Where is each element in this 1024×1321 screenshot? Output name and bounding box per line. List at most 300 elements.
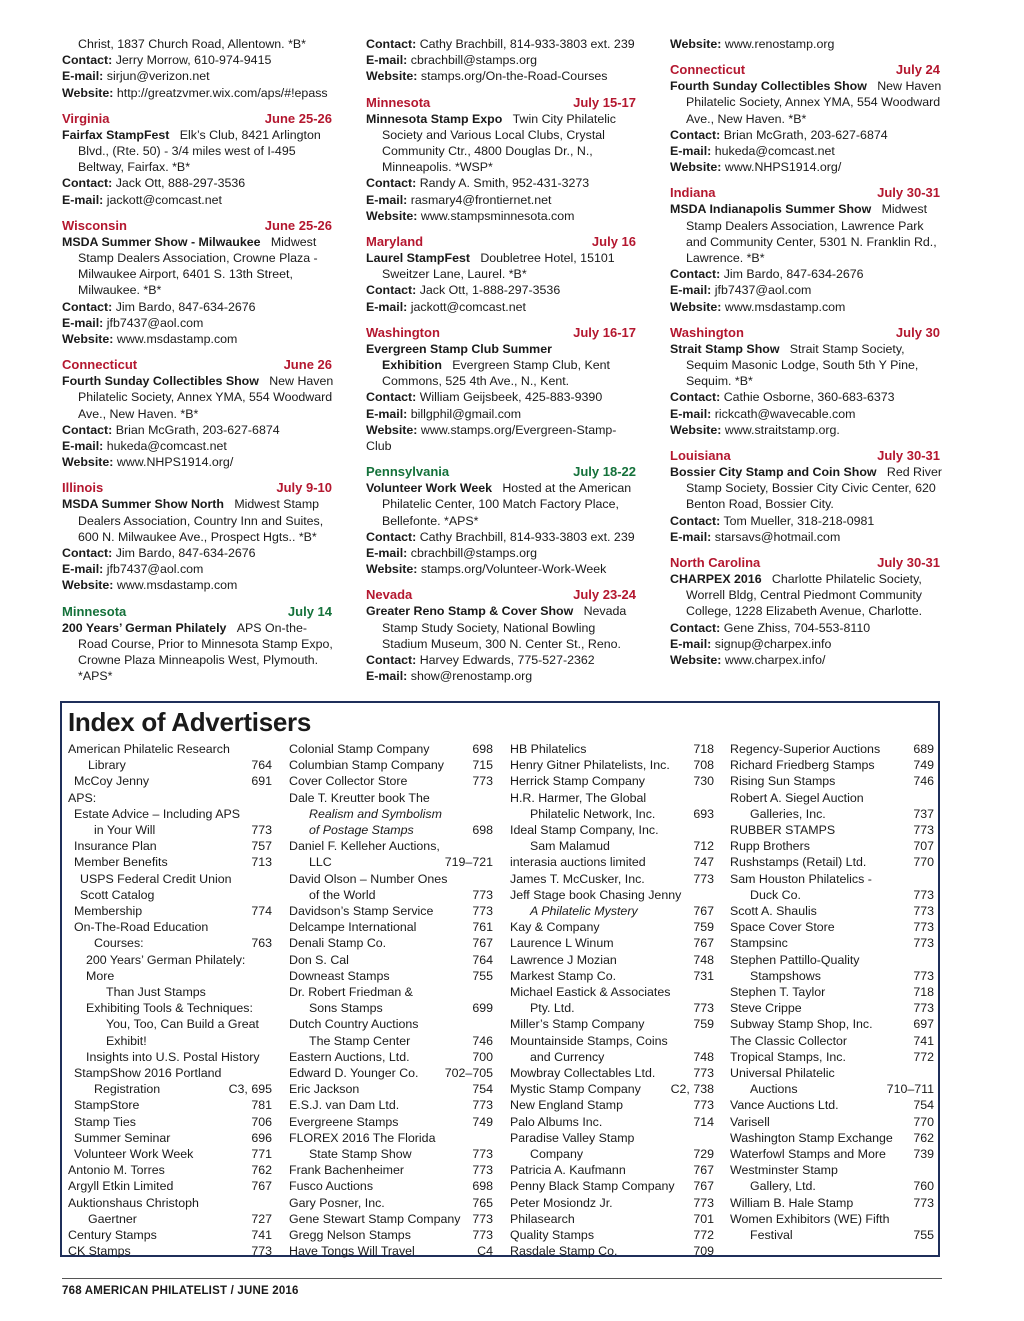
advertiser-name: Laurence L Winum <box>510 936 614 951</box>
advertiser-entry <box>510 1227 714 1243</box>
website-label: Website: <box>670 653 722 668</box>
advertiser-name: Dale T. Kreutter book The <box>289 790 430 805</box>
advertiser-entry <box>730 1211 934 1227</box>
advertiser-page: C3, 695 <box>228 1082 272 1097</box>
website-label: Website: <box>670 37 722 51</box>
advertiser-name: Mountainside Stamps, Coins <box>510 1033 668 1048</box>
advertiser-entry <box>510 952 714 968</box>
website-label: Website: <box>366 422 418 437</box>
show-listing <box>62 603 336 685</box>
advertiser-name: Steve Crippe <box>730 1001 802 1016</box>
email-label: E-mail: <box>366 53 408 68</box>
advertiser-page: 773 <box>913 920 934 935</box>
show-listing <box>670 324 944 438</box>
advertiser-entry <box>68 1114 272 1130</box>
listings-column-1 <box>62 36 336 694</box>
show-name: MSDA Summer Show - Milwaukee <box>62 234 261 249</box>
advertiser-entry <box>730 773 934 789</box>
advertiser-page: 710–711 <box>886 1082 934 1097</box>
email-label: E-mail: <box>670 406 712 421</box>
advertiser-page: 773 <box>693 871 714 886</box>
advertiser-entry <box>730 952 934 968</box>
website-value: www.renostamp.org <box>724 37 835 51</box>
advertiser-entry <box>510 903 714 919</box>
email-value: rickcath@wavecable.com <box>714 406 856 421</box>
advertiser-page: 698 <box>472 742 493 756</box>
show-name: Bossier City Stamp and Coin Show <box>670 465 877 480</box>
advertiser-entry <box>289 1227 493 1243</box>
listings-column-3 <box>670 36 944 677</box>
advertiser-name: APS: <box>68 790 97 805</box>
advertiser-entry <box>510 887 714 903</box>
advertiser-page: 759 <box>693 1017 714 1032</box>
website-label: Website: <box>366 208 418 223</box>
listing-header <box>366 233 640 250</box>
contact-value: Jack Ott, 1-888-297-3536 <box>419 283 561 298</box>
email-line <box>670 282 944 298</box>
listing-date: July 18-22 <box>573 464 636 480</box>
contact-value: William Geijsbeek, 425-883-9390 <box>419 390 603 405</box>
advertiser-page: 767 <box>472 936 493 951</box>
index-column-1 <box>68 741 272 1260</box>
advertiser-entry <box>289 1081 493 1097</box>
listing-date: July 23-24 <box>573 587 636 603</box>
listing-date: June 25-26 <box>264 217 332 233</box>
advertiser-entry <box>68 790 272 806</box>
advertiser-page: 773 <box>472 774 493 789</box>
advertiser-entry <box>510 1033 714 1049</box>
show-listing <box>62 110 336 208</box>
advertiser-page: 773 <box>472 1163 493 1178</box>
show-listing <box>62 36 336 101</box>
listing-description <box>62 127 336 176</box>
advertiser-name: American Philatelic Research <box>68 742 230 756</box>
advertiser-entry <box>68 838 272 854</box>
email-value: jackott@comcast.net <box>410 299 526 314</box>
show-venue: Midwest Stamp Dealers Association, Country Inn and Suites, 600 N. Milwaukee Ave., Prospect Hgts.. *B* <box>78 497 324 544</box>
advertiser-name: Insights into U.S. Postal History <box>86 1049 260 1064</box>
advertiser-page: 773 <box>472 887 493 902</box>
advertiser-page: 767 <box>693 936 714 951</box>
listing-header <box>670 184 944 201</box>
contact-line <box>670 620 944 636</box>
show-venue: Charlotte Philatelic Society, Worrell Bldg, Central Piedmont Community College, 1228 Elizabeth Avenue, Charlotte. <box>686 572 923 619</box>
contact-value: Cathie Osborne, 360-683-6373 <box>723 390 895 405</box>
advertiser-page: 719–721 <box>444 855 493 870</box>
advertiser-page: 696 <box>251 1130 272 1145</box>
show-venue: Elk’s Club, 8421 Arlington Blvd., (Rte. 50) - 3/4 miles west of I-495 Beltway, Fairfax. *B* <box>78 127 321 175</box>
email-value: rasmary4@frontiernet.net <box>410 192 552 207</box>
show-name: CHARPEX 2016 <box>670 572 762 587</box>
website-value: www.msdastamp.com <box>724 299 846 314</box>
website-line <box>670 36 944 52</box>
contact-line <box>670 513 944 529</box>
listing-state: Nevada <box>366 587 413 603</box>
advertiser-name: Company <box>530 1147 584 1162</box>
website-line <box>62 85 336 101</box>
advertiser-entry <box>68 1130 272 1146</box>
show-listing <box>366 463 640 577</box>
advertiser-page: 773 <box>251 823 272 838</box>
listing-state: Indiana <box>670 185 716 201</box>
advertiser-entry <box>510 1146 714 1162</box>
show-name: Fairfax StampFest <box>62 127 170 142</box>
advertiser-page: 701 <box>693 1211 714 1226</box>
listing-description <box>62 373 336 422</box>
email-line <box>670 636 944 652</box>
website-label: Website: <box>670 422 722 437</box>
advertiser-entry <box>68 822 272 838</box>
advertiser-name: Patricia A. Kaufmann <box>510 1163 626 1178</box>
email-line <box>366 192 640 208</box>
advertiser-name: Downeast Stamps <box>289 968 390 983</box>
website-label: Website: <box>670 160 722 175</box>
show-venue: Strait Stamp Society, Sequim Masonic Lodge, South 5th Y Pine, Sequim. *B* <box>686 341 919 389</box>
contact-label: Contact: <box>670 267 721 282</box>
advertiser-name: Sam Malamud <box>530 839 610 854</box>
show-venue: APS On-the-Road Course, Prior to Minnesota Stamp Expo, Crowne Plaza Minneapolis West, Plymouth. *APS* <box>78 620 333 684</box>
email-value: billgphil@gmail.com <box>410 406 522 421</box>
advertiser-name: Tropical Stamps, Inc. <box>730 1049 846 1064</box>
listing-date: July 30-31 <box>877 185 940 201</box>
website-line <box>366 208 640 224</box>
advertiser-page: 755 <box>913 1228 934 1243</box>
listing-date: July 30 <box>895 324 940 340</box>
email-line <box>366 545 640 561</box>
website-line <box>670 299 944 315</box>
advertiser-page: 754 <box>913 1098 934 1113</box>
contact-line <box>366 282 640 298</box>
show-listing <box>366 586 640 684</box>
advertiser-entry <box>510 773 714 789</box>
index-column-4 <box>730 741 934 1243</box>
email-value: hukeda@comcast.net <box>106 439 227 454</box>
website-value: www.msdastamp.com <box>116 578 238 593</box>
advertiser-page: 737 <box>913 806 934 821</box>
advertiser-page: 746 <box>913 774 934 789</box>
advertiser-entry <box>510 822 714 838</box>
contact-value: Cathy Brachbill, 814-933-3803 ext. 239 <box>419 37 635 51</box>
advertiser-name: Evergreene Stamps <box>289 1114 399 1129</box>
advertiser-page: 718 <box>693 742 714 756</box>
advertiser-name: Membership <box>74 904 143 919</box>
advertiser-name: Jeff Stage book Chasing Jenny <box>510 887 682 902</box>
website-label: Website: <box>366 69 418 84</box>
advertiser-entry <box>730 1162 934 1178</box>
advertiser-page: 755 <box>472 968 493 983</box>
advertiser-name: FLOREX 2016 The Florida <box>289 1130 436 1145</box>
listing-header <box>62 217 336 234</box>
advertiser-name: State Stamp Show <box>309 1147 412 1162</box>
email-line <box>62 68 336 84</box>
advertiser-page: 706 <box>251 1114 272 1129</box>
advertiser-entry <box>730 1000 934 1016</box>
show-listing <box>62 217 336 347</box>
advertiser-name: Dutch Country Auctions <box>289 1017 419 1032</box>
advertiser-entry <box>510 935 714 951</box>
advertiser-page: 713 <box>251 855 272 870</box>
advertiser-name: Sons Stamps <box>309 1001 383 1016</box>
contact-value: Gene Zhiss, 704-553-8110 <box>723 620 871 635</box>
index-column-3 <box>510 741 714 1260</box>
contact-value: Tom Mueller, 318-218-0981 <box>723 513 875 528</box>
advertiser-name: Stamp Ties <box>74 1114 136 1129</box>
advertiser-name: Cover Collector Store <box>289 774 408 789</box>
show-name: Minnesota Stamp Expo <box>366 111 503 126</box>
advertiser-entry <box>289 935 493 951</box>
listing-description <box>366 250 640 282</box>
advertiser-entry <box>289 952 493 968</box>
advertiser-page: 730 <box>693 774 714 789</box>
contact-label: Contact: <box>670 127 721 142</box>
advertiser-name: Gene Stewart Stamp Company <box>289 1211 461 1226</box>
advertiser-page: 727 <box>251 1211 272 1226</box>
advertiser-entry <box>68 1162 272 1178</box>
advertiser-entry <box>730 1227 934 1243</box>
advertiser-entry <box>289 854 493 870</box>
advertiser-entry <box>289 822 493 838</box>
advertiser-page: 764 <box>251 758 272 773</box>
advertiser-page: 773 <box>913 887 934 902</box>
email-label: E-mail: <box>670 283 712 298</box>
contact-label: Contact: <box>670 513 721 528</box>
advertiser-page: 773 <box>913 823 934 838</box>
advertiser-entry <box>730 1178 934 1194</box>
advertiser-entry <box>68 871 272 887</box>
website-label: Website: <box>62 332 114 347</box>
advertiser-name: Volunteer Work Week <box>74 1147 194 1162</box>
advertiser-entry <box>68 1065 272 1081</box>
advertiser-entry <box>68 935 272 951</box>
show-name: MSDA Indianapolis Summer Show <box>670 202 872 217</box>
advertiser-entry <box>68 952 272 984</box>
advertiser-page: 708 <box>693 758 714 773</box>
advertiser-name: Registration <box>94 1082 161 1097</box>
listing-description <box>670 571 944 620</box>
listings-column-2 <box>366 36 640 694</box>
website-label: Website: <box>62 85 114 100</box>
listing-description <box>670 464 944 513</box>
advertiser-entry <box>510 968 714 984</box>
show-venue: New Haven Philatelic Society, Annex YMA, 554 Woodward Ave., New Haven. *B* <box>686 79 942 126</box>
email-label: E-mail: <box>62 192 104 207</box>
advertiser-entry <box>510 919 714 935</box>
show-name: Laurel StampFest <box>366 251 470 266</box>
advertiser-page: 741 <box>913 1033 934 1048</box>
advertiser-page: 691 <box>251 774 272 789</box>
advertiser-page: 731 <box>693 968 714 983</box>
advertiser-name: Stephen Pattillo-Quality <box>730 952 860 967</box>
advertiser-name: Herrick Stamp Company <box>510 774 645 789</box>
listing-header <box>62 603 336 620</box>
advertiser-name: Regency-Superior Auctions <box>730 742 881 756</box>
email-line <box>366 299 640 315</box>
listing-description <box>670 201 944 266</box>
advertiser-entry <box>289 1049 493 1065</box>
contact-value: Brian McGrath, 203-627-6874 <box>723 127 888 142</box>
email-value: show@renostamp.org <box>410 669 533 684</box>
website-line <box>62 331 336 347</box>
contact-line <box>366 529 640 545</box>
contact-line <box>366 389 640 405</box>
email-label: E-mail: <box>366 406 408 421</box>
advertiser-entry <box>68 741 272 757</box>
listing-date: July 30-31 <box>877 448 940 464</box>
advertiser-page: 739 <box>913 1147 934 1162</box>
website-value: www.stamps.org/Evergreen-Stamp-Club <box>366 422 617 454</box>
listing-description <box>62 234 336 299</box>
advertiser-name: Festival <box>750 1228 793 1243</box>
advertiser-entry <box>289 1033 493 1049</box>
advertiser-page: 773 <box>472 1147 493 1162</box>
advertiser-page: 714 <box>693 1114 714 1129</box>
advertiser-entry <box>510 790 714 806</box>
show-listing <box>670 447 944 545</box>
advertiser-page: 773 <box>472 1098 493 1113</box>
listing-header <box>62 479 336 496</box>
advertiser-page: 702–705 <box>444 1066 493 1081</box>
show-listing <box>670 36 944 52</box>
listing-date: July 30-31 <box>877 555 940 571</box>
advertiser-page: 748 <box>693 1049 714 1064</box>
contact-value: Jerry Morrow, 610-974-9415 <box>115 53 272 68</box>
listing-header <box>670 324 944 341</box>
advertiser-name: Library <box>88 758 126 773</box>
advertiser-entry <box>68 806 272 822</box>
advertiser-page: 754 <box>472 1082 493 1097</box>
show-listing <box>670 184 944 314</box>
index-of-advertisers <box>60 701 940 1257</box>
advertiser-entry <box>730 984 934 1000</box>
advertiser-page: 772 <box>693 1228 714 1243</box>
advertiser-entry <box>730 822 934 838</box>
contact-line <box>62 422 336 438</box>
contact-label: Contact: <box>62 546 113 561</box>
advertiser-entry <box>68 1211 272 1227</box>
advertiser-name: and Currency <box>530 1049 605 1064</box>
advertiser-name: 200 Years’ German Philately: More <box>86 952 246 983</box>
advertiser-entry <box>730 903 934 919</box>
website-label: Website: <box>366 562 418 577</box>
contact-value: Cathy Brachbill, 814-933-3803 ext. 239 <box>419 529 635 544</box>
listing-date: June 25-26 <box>264 110 332 126</box>
advertiser-page: 773 <box>913 1195 934 1210</box>
listing-date: June 26 <box>283 357 332 373</box>
advertiser-name: A Philatelic Mystery <box>530 904 638 919</box>
advertiser-page: 773 <box>693 1098 714 1113</box>
advertiser-entry <box>510 757 714 773</box>
email-line <box>62 561 336 577</box>
website-value: stamps.org/On-the-Road-Courses <box>420 69 608 84</box>
advertiser-entry <box>730 1049 934 1065</box>
listing-description <box>62 496 336 545</box>
advertiser-entry <box>289 773 493 789</box>
contact-label: Contact: <box>366 653 417 668</box>
advertiser-entry <box>510 1130 714 1146</box>
advertiser-name: The Stamp Center <box>309 1033 411 1048</box>
advertiser-name: Miller’s Stamp Company <box>510 1017 645 1032</box>
listing-header <box>670 61 944 78</box>
advertiser-entry <box>289 984 493 1000</box>
show-listing <box>366 324 640 454</box>
advertiser-entry <box>289 919 493 935</box>
advertiser-name: Stampshows <box>750 968 821 983</box>
advertiser-name: Rising Sun Stamps <box>730 774 836 789</box>
listing-date: July 14 <box>287 603 332 619</box>
advertiser-name: interasia auctions limited <box>510 855 646 870</box>
advertiser-entry <box>510 1211 714 1227</box>
listing-state: Connecticut <box>670 62 746 78</box>
advertiser-page: 762 <box>913 1130 934 1145</box>
email-line <box>670 143 944 159</box>
advertiser-entry <box>289 1130 493 1146</box>
show-venue: Midwest Stamp Dealers Association, Crowne Plaza - Milwaukee Airport, 6401 S. 13th Street, Milwaukee. *B* <box>78 234 318 298</box>
contact-line <box>62 52 336 68</box>
show-venue: Midwest Stamp Dealers Association, Lawrence Park and Community Center, 5301 N. Franklin Rd., Lawrence. *B* <box>686 202 937 266</box>
advertiser-name: Scott A. Shaulis <box>730 904 817 919</box>
listing-description <box>366 341 640 390</box>
listing-state: Louisiana <box>670 448 731 464</box>
advertiser-entry <box>289 741 493 757</box>
advertiser-name: Varisell <box>730 1114 770 1129</box>
email-label: E-mail: <box>62 562 104 577</box>
advertiser-entry <box>289 1211 493 1227</box>
advertiser-page: 693 <box>693 806 714 821</box>
listing-date: July 15-17 <box>573 94 636 110</box>
advertiser-entry <box>730 1114 934 1130</box>
contact-value: Randy A. Smith, 952-431-3273 <box>419 176 590 191</box>
advertiser-entry <box>730 887 934 903</box>
advertiser-page: 772 <box>913 1049 934 1064</box>
advertiser-name: Gallery, Ltd. <box>750 1179 816 1194</box>
listing-description <box>62 620 336 685</box>
contact-line <box>62 545 336 561</box>
website-line <box>366 68 640 84</box>
listing-header <box>670 554 944 571</box>
contact-line <box>366 652 640 668</box>
listing-state: North Carolina <box>670 555 761 571</box>
advertiser-name: Women Exhibitors (WE) Fifth <box>730 1211 890 1226</box>
advertiser-page: 749 <box>472 1114 493 1129</box>
website-label: Website: <box>62 455 114 470</box>
advertiser-page: 700 <box>472 1049 493 1064</box>
email-label: E-mail: <box>670 144 712 159</box>
email-label: E-mail: <box>670 636 712 651</box>
show-listing <box>670 61 944 175</box>
advertiser-entry <box>68 1178 272 1194</box>
advertiser-entry <box>510 1162 714 1178</box>
contact-label: Contact: <box>670 620 721 635</box>
email-value: cbrachbill@stamps.org <box>410 53 537 68</box>
advertiser-entry <box>510 1065 714 1081</box>
advertiser-name: Don S. Cal <box>289 952 349 967</box>
advertiser-page: 773 <box>472 904 493 919</box>
show-name: Greater Reno Stamp & Cover Show <box>366 604 574 619</box>
advertiser-entry <box>510 1081 714 1097</box>
advertiser-name: Than Just Stamps <box>106 985 206 1000</box>
advertiser-page: 773 <box>693 1001 714 1016</box>
listing-header <box>62 110 336 127</box>
advertiser-page: 767 <box>693 904 714 919</box>
index-column-2 <box>289 741 493 1260</box>
advertiser-name: Sam Houston Philatelics - <box>730 871 872 886</box>
advertiser-entry <box>68 1243 272 1259</box>
advertiser-name: Pty. Ltd. <box>530 1001 575 1016</box>
listing-date: July 16-17 <box>573 324 636 340</box>
advertiser-name: Edward D. Younger Co. <box>289 1066 419 1081</box>
contact-line <box>670 266 944 282</box>
contact-label: Contact: <box>366 37 417 51</box>
